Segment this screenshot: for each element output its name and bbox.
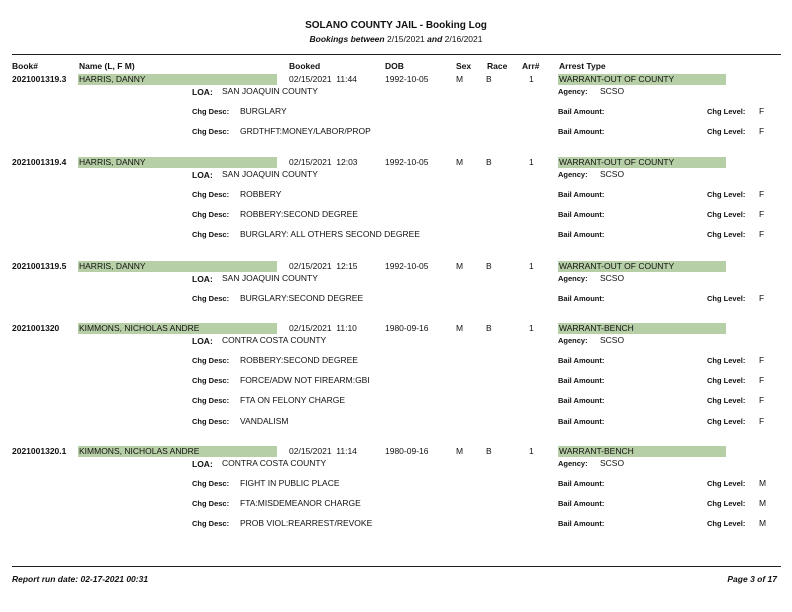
race-value: B: [486, 261, 492, 271]
charge-description: BURGLARY:SECOND DEGREE: [240, 293, 364, 303]
chg-level-label: Chg Level:: [707, 376, 746, 385]
dob-value: 1992-10-05: [385, 157, 429, 167]
charge-description: VANDALISM: [240, 416, 289, 426]
col-name: Name (L, F M): [79, 61, 135, 71]
charge-level: F: [759, 229, 765, 239]
sex-value: M: [456, 323, 464, 333]
booked-datetime: 02/15/2021 11:44: [289, 74, 357, 84]
loa-value: SAN JOAQUIN COUNTY: [222, 169, 318, 179]
sex-value: M: [456, 261, 464, 271]
arrest-number: 1: [529, 446, 534, 456]
agency-value: SCSO: [600, 86, 625, 96]
col-dob: DOB: [385, 61, 404, 71]
arrest-number: 1: [529, 157, 534, 167]
charge-level: M: [759, 498, 767, 508]
arrest-type: WARRANT-BENCH: [558, 446, 726, 457]
bail-amount-label: Bail Amount:: [558, 190, 605, 199]
sex-value: M: [456, 446, 464, 456]
charge-description: ROBBERY:SECOND DEGREE: [240, 209, 358, 219]
chg-desc-label: Chg Desc:: [192, 190, 230, 199]
bail-amount-label: Bail Amount:: [558, 107, 605, 116]
footer-rule: [12, 566, 781, 567]
book-number: 2021001320: [12, 323, 60, 333]
bail-amount-label: Bail Amount:: [558, 417, 605, 426]
inmate-name: KIMMONS, NICHOLAS ANDRE: [78, 323, 277, 334]
charge-description: BURGLARY: ALL OTHERS SECOND DEGREE: [240, 229, 420, 239]
chg-level-label: Chg Level:: [707, 294, 746, 303]
book-number: 2021001319.5: [12, 261, 67, 271]
col-book: Book#: [12, 61, 38, 71]
report-title: SOLANO COUNTY JAIL - Booking Log: [305, 20, 487, 31]
chg-level-label: Chg Level:: [707, 519, 746, 528]
subtitle-and: and: [427, 34, 443, 44]
chg-level-label: Chg Level:: [707, 230, 746, 239]
charge-description: FORCE/ADW NOT FIREARM:GBI: [240, 375, 370, 385]
chg-level-label: Chg Level:: [707, 499, 746, 508]
bail-amount-label: Bail Amount:: [558, 294, 605, 303]
sex-value: M: [456, 74, 464, 84]
col-arrest-type: Arrest Type: [559, 61, 606, 71]
bail-amount-label: Bail Amount:: [558, 356, 605, 365]
chg-level-label: Chg Level:: [707, 127, 746, 136]
charge-description: ROBBERY: [240, 189, 282, 199]
bail-amount-label: Bail Amount:: [558, 499, 605, 508]
arrest-number: 1: [529, 261, 534, 271]
loa-value: CONTRA COSTA COUNTY: [222, 335, 327, 345]
chg-level-label: Chg Level:: [707, 396, 746, 405]
agency-label: Agency:: [558, 336, 588, 345]
chg-desc-label: Chg Desc:: [192, 499, 230, 508]
chg-level-label: Chg Level:: [707, 107, 746, 116]
date-from: 2/15/2021: [386, 34, 425, 44]
agency-label: Agency:: [558, 274, 588, 283]
loa-value: CONTRA COSTA COUNTY: [222, 458, 327, 468]
col-booked: Booked: [289, 61, 321, 71]
agency-value: SCSO: [600, 169, 625, 179]
arrest-type: WARRANT-OUT OF COUNTY: [558, 157, 726, 168]
charge-description: FTA:MISDEMEANOR CHARGE: [240, 498, 361, 508]
charge-level: F: [759, 106, 765, 116]
loa-value: SAN JOAQUIN COUNTY: [222, 86, 318, 96]
chg-desc-label: Chg Desc:: [192, 396, 230, 405]
booked-datetime: 02/15/2021 12:03: [289, 157, 358, 167]
booked-datetime: 02/15/2021 11:10: [289, 323, 357, 333]
charge-level: F: [759, 416, 765, 426]
dob-value: 1980-09-16: [385, 323, 429, 333]
charge-description: GRDTHFT:MONEY/LABOR/PROP: [240, 126, 371, 136]
charge-description: PROB VIOL:REARREST/REVOKE: [240, 518, 373, 528]
chg-desc-label: Chg Desc:: [192, 127, 230, 136]
bail-amount-label: Bail Amount:: [558, 230, 605, 239]
charge-level: F: [759, 375, 765, 385]
dob-value: 1980-09-16: [385, 446, 429, 456]
subtitle-prefix: Bookings between: [309, 34, 385, 44]
charge-description: FTA ON FELONY CHARGE: [240, 395, 346, 405]
charge-description: ROBBERY:SECOND DEGREE: [240, 355, 358, 365]
charge-level: F: [759, 395, 765, 405]
sex-value: M: [456, 157, 464, 167]
chg-desc-label: Chg Desc:: [192, 519, 230, 528]
report-subtitle: [0, 34, 792, 44]
bail-amount-label: Bail Amount:: [558, 396, 605, 405]
race-value: B: [486, 446, 492, 456]
agency-label: Agency:: [558, 459, 588, 468]
chg-desc-label: Chg Desc:: [192, 479, 230, 488]
charge-level: M: [759, 478, 767, 488]
report-run-date: Report run date: 02-17-2021 00:31: [12, 574, 149, 584]
loa-label: LOA:: [192, 170, 213, 180]
chg-desc-label: Chg Desc:: [192, 417, 230, 426]
race-value: B: [486, 157, 492, 167]
agency-label: Agency:: [558, 170, 588, 179]
chg-level-label: Chg Level:: [707, 190, 746, 199]
loa-label: LOA:: [192, 87, 213, 97]
inmate-name: KIMMONS, NICHOLAS ANDRE: [78, 446, 277, 457]
loa-label: LOA:: [192, 336, 213, 346]
chg-desc-label: Chg Desc:: [192, 294, 230, 303]
charge-level: F: [759, 189, 765, 199]
booked-datetime: 02/15/2021 11:14: [289, 446, 357, 456]
inmate-name: HARRIS, DANNY: [78, 261, 277, 272]
date-to: 2/16/2021: [444, 34, 483, 44]
bail-amount-label: Bail Amount:: [558, 376, 605, 385]
chg-desc-label: Chg Desc:: [192, 230, 230, 239]
bail-amount-label: Bail Amount:: [558, 479, 605, 488]
inmate-name: HARRIS, DANNY: [78, 74, 277, 85]
agency-value: SCSO: [600, 273, 625, 283]
chg-level-label: Chg Level:: [707, 210, 746, 219]
agency-value: SCSO: [600, 335, 625, 345]
charge-level: M: [759, 518, 767, 528]
arrest-number: 1: [529, 74, 534, 84]
arrest-type: WARRANT-OUT OF COUNTY: [558, 74, 726, 85]
charge-level: F: [759, 126, 765, 136]
arrest-number: 1: [529, 323, 534, 333]
race-value: B: [486, 323, 492, 333]
chg-level-label: Chg Level:: [707, 417, 746, 426]
bail-amount-label: Bail Amount:: [558, 127, 605, 136]
charge-description: FIGHT IN PUBLIC PLACE: [240, 478, 340, 488]
charge-description: BURGLARY: [240, 106, 287, 116]
chg-desc-label: Chg Desc:: [192, 107, 230, 116]
race-value: B: [486, 74, 492, 84]
arrest-type: WARRANT-OUT OF COUNTY: [558, 261, 726, 272]
col-sex: Sex: [456, 61, 472, 71]
page-number: Page 3 of 17: [727, 574, 777, 584]
chg-desc-label: Chg Desc:: [192, 210, 230, 219]
agency-value: SCSO: [600, 458, 625, 468]
bail-amount-label: Bail Amount:: [558, 210, 605, 219]
chg-desc-label: Chg Desc:: [192, 356, 230, 365]
header-rule: [12, 54, 781, 55]
book-number: 2021001319.4: [12, 157, 67, 167]
charge-level: F: [759, 293, 765, 303]
bail-amount-label: Bail Amount:: [558, 519, 605, 528]
charge-level: F: [759, 209, 765, 219]
charge-level: F: [759, 355, 765, 365]
inmate-name: HARRIS, DANNY: [78, 157, 277, 168]
dob-value: 1992-10-05: [385, 74, 429, 84]
loa-value: SAN JOAQUIN COUNTY: [222, 273, 318, 283]
loa-label: LOA:: [192, 274, 213, 284]
arrest-type: WARRANT-BENCH: [558, 323, 726, 334]
col-race: Race: [487, 61, 508, 71]
book-number: 2021001320.1: [12, 446, 67, 456]
loa-label: LOA:: [192, 459, 213, 469]
booked-datetime: 02/15/2021 12:15: [289, 261, 358, 271]
agency-label: Agency:: [558, 87, 588, 96]
dob-value: 1992-10-05: [385, 261, 429, 271]
chg-desc-label: Chg Desc:: [192, 376, 230, 385]
chg-level-label: Chg Level:: [707, 479, 746, 488]
book-number: 2021001319.3: [12, 74, 67, 84]
chg-level-label: Chg Level:: [707, 356, 746, 365]
col-arr: Arr#: [522, 61, 540, 71]
